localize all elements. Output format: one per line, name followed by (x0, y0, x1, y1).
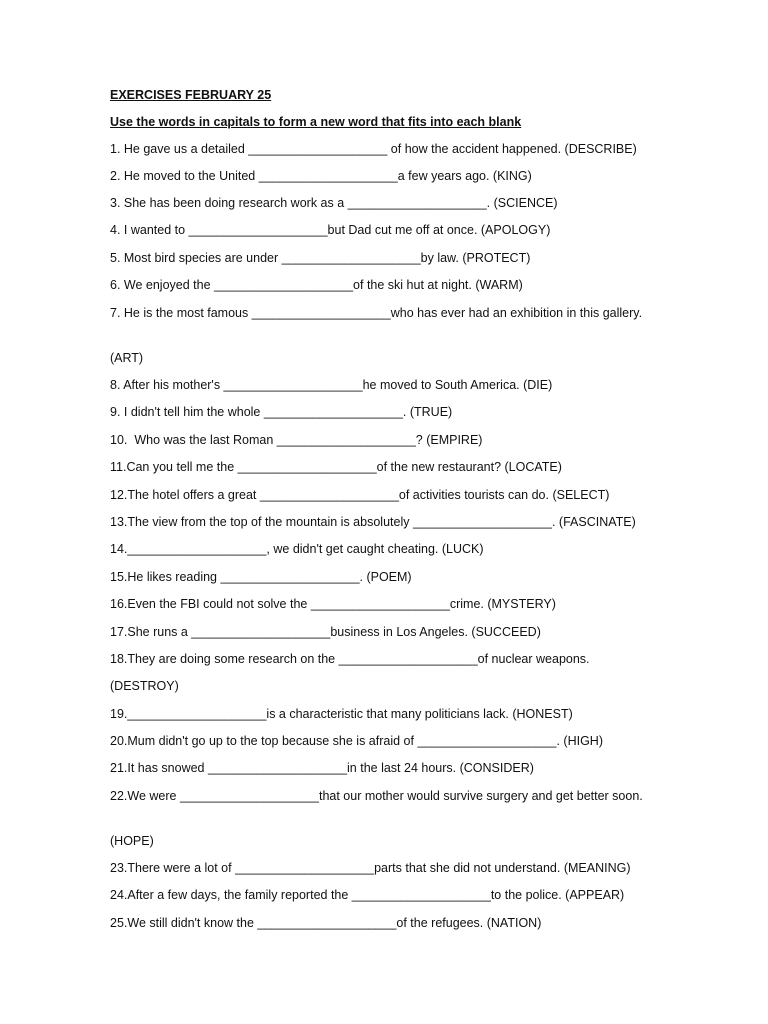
exercise-item-17: 17.She runs a ____________________business in Los Angeles. (SUCCEED) (110, 625, 541, 639)
exercise-item-1: 1. He gave us a detailed ____________________ of how the accident happened. (DESCRIBE) (110, 142, 637, 156)
exercise-item-21: 21.It has snowed ____________________in the last 24 hours. (CONSIDER) (110, 761, 534, 775)
worksheet-instruction: Use the words in capitals to form a new word that fits into each blank (110, 115, 522, 129)
exercise-item-8: 8. After his mother's ____________________he moved to South America. (DIE) (110, 378, 553, 392)
exercise-item-4: 4. I wanted to ____________________but Dad cut me off at once. (APOLOGY) (110, 223, 551, 237)
exercise-item-10: 10. Who was the last Roman ____________________? (EMPIRE) (110, 433, 483, 447)
exercise-item-16: 16.Even the FBI could not solve the ____________________crime. (MYSTERY) (110, 597, 556, 611)
exercise-item-22-keyword: (HOPE) (110, 834, 154, 848)
exercise-item-5: 5. Most bird species are under ____________________by law. (PROTECT) (110, 251, 531, 265)
exercise-item-7-keyword: (ART) (110, 351, 144, 365)
exercise-item-18: 18.They are doing some research on the ____________________of nuclear weapons. (110, 652, 590, 666)
exercise-item-25: 25.We still didn't know the ____________________of the refugees. (NATION) (110, 916, 542, 930)
exercise-item-13: 13.The view from the top of the mountain is absolutely ____________________. (FASCINATE) (110, 515, 636, 529)
exercise-item-3: 3. She has been doing research work as a ____________________. (SCIENCE) (110, 196, 558, 210)
worksheet-title: EXERCISES FEBRUARY 25 (110, 88, 272, 102)
exercise-item-15: 15.He likes reading ____________________. (POEM) (110, 570, 412, 584)
exercise-item-6: 6. We enjoyed the ____________________of the ski hut at night. (WARM) (110, 278, 523, 292)
exercise-item-2: 2. He moved to the United ____________________a few years ago. (KING) (110, 169, 532, 183)
exercise-item-14: 14.____________________, we didn't get caught cheating. (LUCK) (110, 542, 484, 556)
exercise-item-7: 7. He is the most famous ____________________who has ever had an exhibition in this gallery. (110, 306, 643, 320)
exercise-item-11: 11.Can you tell me the ____________________of the new restaurant? (LOCATE) (110, 460, 562, 474)
exercise-item-23: 23.There were a lot of ____________________parts that she did not understand. (MEANING) (110, 861, 631, 875)
exercise-item-19: 19.____________________is a characteristic that many politicians lack. (HONEST) (110, 707, 573, 721)
exercise-item-12: 12.The hotel offers a great ____________________of activities tourists can do. (SELECT) (110, 488, 610, 502)
exercise-item-24: 24.After a few days, the family reported the ____________________to the police. (APPEAR) (110, 888, 625, 902)
exercise-item-20: 20.Mum didn't go up to the top because she is afraid of ____________________. (HIGH) (110, 734, 603, 748)
exercise-item-18-keyword: (DESTROY) (110, 679, 179, 693)
exercise-item-9: 9. I didn't tell him the whole ____________________. (TRUE) (110, 405, 453, 419)
exercise-item-22: 22.We were ____________________that our mother would survive surgery and get better soon. (110, 789, 643, 803)
